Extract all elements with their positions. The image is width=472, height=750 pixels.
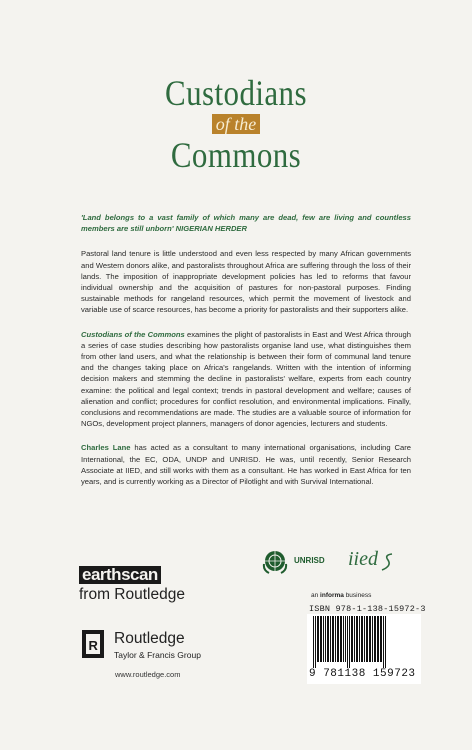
barcode-bar [340, 616, 342, 662]
barcode-guard-bar [315, 616, 316, 668]
epigraph-quote [81, 212, 411, 234]
routledge-url: www.routledge.com [115, 670, 181, 679]
routledge-logo-icon [82, 630, 108, 662]
barcode-bar [325, 616, 326, 662]
unrisd-logo: UNRISD [294, 556, 325, 565]
barcode-bar [332, 616, 334, 662]
un-emblem-icon [262, 548, 288, 574]
barcode-bar [337, 616, 339, 662]
barcode-bar [351, 616, 353, 662]
iied-logo: iied [348, 548, 378, 570]
author-bio-text: has acted as a consultant to many international organisations, including Care International, the EC, ODA, UNDP and UNRISD. He was, until recently, Senior Research Associate at IIED, and still works with them as a consultant. He has worked in East Africa for ten years, and is currently working as a Director of Pilotlight and with Survival International. [81, 443, 411, 487]
informa-business-line: an informa business [311, 592, 372, 599]
earthscan-logo [79, 566, 185, 604]
barcode-bar [377, 616, 379, 662]
barcode-bar [343, 616, 344, 662]
barcode-bar [372, 616, 373, 662]
barcode-bar [374, 616, 376, 662]
barcode-bar [359, 616, 360, 662]
quote-text: 'Land belongs to a vast family of which many are dead, few are living and countless members are still unborn' [81, 213, 411, 234]
barcode-bar [364, 616, 365, 662]
title-line-commons: Commons [170, 135, 302, 175]
barcode-bar [323, 616, 324, 662]
barcode-guard-bar [349, 616, 350, 668]
barcode-bar [327, 616, 329, 662]
barcode-guard-bar [383, 616, 384, 668]
paragraph-description [81, 329, 411, 430]
barcode-digits: 9 781138 159723 [309, 668, 416, 680]
book-title-inline: Custodians of the Commons [81, 329, 185, 339]
title-line-custodians: Custodians [165, 73, 307, 113]
author-name: Charles Lane [81, 443, 131, 453]
iied-swirl-icon [380, 552, 394, 572]
barcode-bar [317, 616, 319, 662]
taylor-francis-group: Taylor & Francis Group [114, 650, 201, 660]
paragraph-author-bio [81, 442, 411, 487]
barcode-bar [369, 616, 371, 662]
title-of-the-badge: of the [212, 114, 261, 134]
barcode-bar [380, 616, 382, 662]
barcode-bar [366, 616, 368, 662]
barcode-bar [361, 616, 363, 662]
barcode-bars [311, 616, 417, 668]
barcode-bar [335, 616, 336, 662]
partner-logos [262, 548, 422, 576]
barcode-guard-bar [313, 616, 314, 668]
from-routledge-text: from Routledge [79, 586, 185, 603]
informa-brand: informa [320, 592, 344, 599]
barcode-guard-bar [385, 616, 386, 668]
barcode-bar [345, 616, 346, 662]
earthscan-wordmark: earthscan [79, 566, 161, 584]
routledge-name: Routledge [114, 630, 185, 647]
description-text: examines the plight of pastoralists in East and West Africa through a series of case studies describing how pastoralists organise land use, what distinguishes them from other land users, and what the relationship is between their form of communal land tenure and the changes taking place on Africa's rangelands. Written with the intention of informing decision makers and stemming the decline in pastoralists' welfare, experts from each country examine: the political and legal context; trends in pastoral development and welfare; causes of alienation and conflict; procedures for conflict resolution, and environmental implications. Finally, conclusions and recommendations are made. The studies are a valuable source of information for NGOs, development project planners, managers of donor agencies, lecturers and students. [81, 329, 411, 429]
isbn-label: ISBN 978-1-138-15972-3 [309, 604, 426, 614]
book-title [0, 74, 472, 174]
back-cover-text [81, 212, 411, 500]
barcode-bar [354, 616, 355, 662]
quote-attribution: NIGERIAN HERDER [175, 224, 247, 234]
paragraph-intro: Pastoral land tenure is little understood and even less respected by many African governments and Western donors alike, and pastoralists throughout Africa are suffering through the loss of their lands. The imposition of inappropriate development policies has led to reforms that favour individual ownership and the acquisition of pastures for non-pastoral purposes. Finding sustainable methods for rangeland resources, which permit the movement of livestock and variable use of scarce resources, has become a priority for pastoralists and their supporters alike. [81, 249, 411, 315]
barcode-bar [320, 616, 322, 662]
barcode-guard-bar [347, 616, 348, 668]
barcode-bar [330, 616, 331, 662]
barcode-bar [356, 616, 358, 662]
svg-text:R: R [88, 638, 98, 653]
barcode [307, 614, 421, 684]
